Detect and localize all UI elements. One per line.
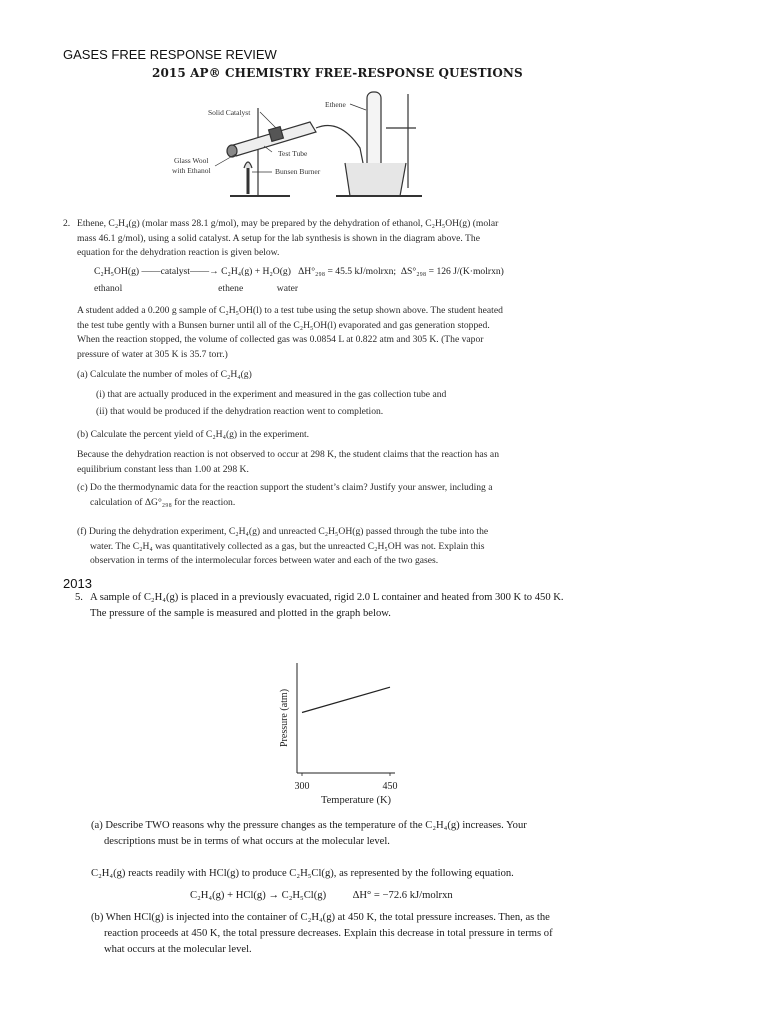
text-line: (c) Do the thermodynamic data for the reaction support the student’s claim? Justify your answer, including a — [77, 482, 493, 493]
label-glass-wool: Glass Wool — [174, 156, 209, 165]
reaction-species-names: ethanol ethene water — [94, 283, 299, 294]
text-line: mass 46.1 g/mol), using a solid catalyst. A setup for the lab synthesis is shown in the diagram above. The — [77, 232, 480, 244]
text-line: (f) During the dehydration experiment, C₂H₄(g) and unreacted C₂H₅OH(g) passed through the tube into the — [77, 526, 489, 537]
text-line: observation in terms of the intermolecular forces between water and each of the two gases. — [90, 555, 439, 566]
part-b: (b) Calculate the percent yield of C₂H₄(g) in the experiment. — [77, 429, 310, 440]
lab-apparatus-diagram — [160, 88, 450, 208]
part-a-2013 — [91, 818, 561, 850]
x-tick-label: 450 — [382, 781, 398, 792]
text-line: A student added a 0.200 g sample of C₂H₅OH(l) to a test tube using the setup shown above. The student heated — [77, 305, 503, 316]
x-tick-label: 300 — [294, 781, 310, 792]
text-line: pressure of water at 305 K is 35.7 torr.) — [77, 348, 228, 360]
flame — [244, 162, 252, 168]
text-line: equilibrium constant less than 1.00 at 298 K. — [77, 463, 249, 475]
text-line: A sample of C₂H₄(g) is placed in a previously evacuated, rigid 2.0 L container and heated from 300 K to 450 K. — [90, 592, 564, 603]
question-5-intro — [75, 590, 590, 622]
equation-intro: C₂H₄(g) reacts readily with HCl(g) to produce C₂H₅Cl(g), as represented by the following equation. — [91, 868, 514, 879]
text-line: the test tube gently with a Bunsen burner until all of the C₂H₅OH(l) evaporated and gas generation stopped. — [77, 319, 490, 331]
text-line: When the reaction stopped, the volume of collected gas was 0.0854 L at 0.822 atm and 305 K. (The vapor — [77, 334, 484, 345]
part-a-ii: (ii) that would be produced if the dehydration reaction went to completion. — [96, 406, 384, 417]
label-solid-catalyst: Solid Catalyst — [208, 108, 251, 117]
text-line: descriptions must be in terms of what occurs at the molecular level. — [104, 836, 390, 847]
text-line: Because the dehydration reaction is not observed to occur at 298 K, the student claims that the reaction has an — [77, 449, 499, 460]
question-number: 2. — [63, 218, 71, 229]
text-line: The pressure of the sample is measured and plotted in the graph below. — [90, 608, 391, 619]
solid-catalyst — [269, 127, 284, 142]
text-line: water. The C₂H₄ was quantitatively collected as a gas, but the unreacted C₂H₅OH was not. Explain this — [90, 540, 485, 552]
part-a: (a) Calculate the number of moles of C₂H₄(g) — [77, 369, 252, 380]
y-axis-label: Pressure (atm) — [279, 688, 290, 748]
experiment-paragraph — [77, 304, 517, 362]
pressure-temperature-chart — [265, 655, 435, 805]
question-2-intro — [63, 217, 537, 261]
text-line: what occurs at the molecular level. — [104, 944, 252, 955]
x-axis-label: Temperature (K) — [320, 795, 392, 805]
label-ethene: Ethene — [325, 100, 346, 109]
student-claim-paragraph — [77, 448, 527, 477]
part-a-i: (i) that are actually produced in the experiment and measured in the gas collection tube and — [96, 389, 447, 400]
label-test-tube: Test Tube — [278, 149, 308, 158]
part-c — [77, 481, 527, 510]
dehydration-reaction: C₂H₅OH(g) ——catalyst——→ C₂H₄(g) + H₂O(g) ΔH°₂₉₈ = 45.5 kJ/molrxn; ΔS°₂₉₈ = 126 J/(K·molrxn) — [94, 266, 504, 277]
stopper — [227, 145, 237, 157]
document-title: GASES FREE RESPONSE REVIEW — [63, 47, 277, 62]
text-line: Ethene, C₂H₄(g) (molar mass 28.1 g/mol), may be prepared by the dehydration of ethanol, C₂H₅OH(g) (molar — [77, 218, 499, 229]
exam-title: 2015 AP® CHEMISTRY FREE-RESPONSE QUESTIONS — [152, 66, 523, 80]
label-bunsen-burner: Bunsen Burner — [275, 167, 321, 176]
part-f — [77, 525, 527, 569]
year-heading: 2013 — [63, 576, 92, 591]
text-line: reaction proceeds at 450 K, the total pressure decreases. Explain this decrease in total pressure in terms of — [104, 928, 553, 939]
text-line: (b) When HCl(g) is injected into the container of C₂H₄(g) at 450 K, the total pressure increases. Then, as the — [91, 912, 550, 923]
label-with-ethanol: with Ethanol — [172, 166, 211, 175]
text-line: (a) Describe TWO reasons why the pressure changes as the temperature of the C₂H₄(g) increases. Your — [91, 820, 527, 831]
part-b-2013 — [91, 910, 586, 958]
chart-svg — [265, 655, 435, 805]
hcl-equation: C₂H₄(g) + HCl(g) → C₂H₅Cl(g) ΔH° = −72.6 kJ/molrxn — [190, 890, 453, 901]
text-line: calculation of ΔG°₂₉₈ for the reaction. — [90, 496, 236, 508]
water-beaker — [345, 163, 406, 196]
question-number: 5. — [75, 592, 83, 603]
series-line — [302, 687, 390, 712]
text-line: equation for the dehydration reaction is given below. — [77, 247, 280, 258]
